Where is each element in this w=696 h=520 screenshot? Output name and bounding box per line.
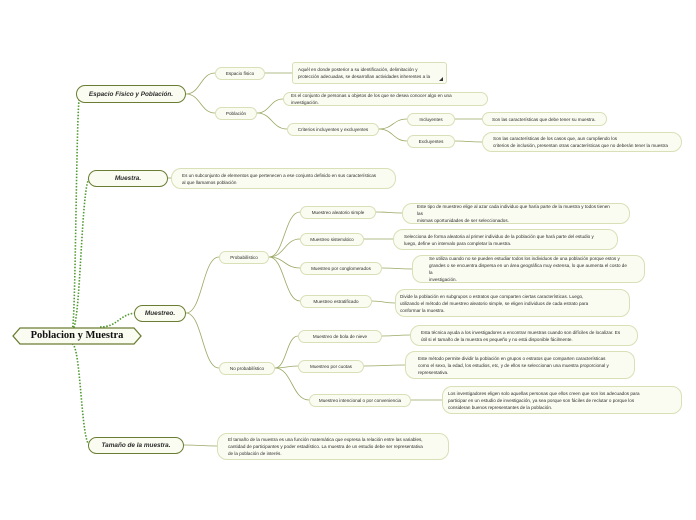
desc-line: representativa.	[418, 369, 449, 375]
node-probabilistico[interactable]	[219, 251, 269, 264]
link-tamano-desc	[184, 445, 217, 446]
node-cuotas[interactable]	[298, 360, 364, 373]
desc-line: grandes o se encuentra dispersa en un área geográfica muy extensa, lo que aumenta el costo de la	[429, 263, 627, 275]
desc-line: protección adecuadas, se desarrollan actividades inherentes a la	[298, 74, 431, 79]
desc-sistematico[interactable]	[393, 229, 618, 250]
desc-excluyentes[interactable]	[482, 132, 682, 152]
desc-incluyentes[interactable]	[482, 112, 607, 126]
category-muestreo[interactable]	[134, 305, 186, 322]
label-excluyentes: Excluyentes	[418, 139, 444, 144]
link-poblacion-def	[257, 99, 283, 113]
label-aleatorio: Muestreo aleatorio simple	[311, 210, 365, 215]
link-root-tamano	[72, 344, 90, 445]
link-muestreo-prob	[186, 257, 219, 313]
desc-line: de la población de interés.	[228, 451, 282, 456]
label-no-probabilistico: No probabilístico	[229, 366, 265, 371]
link-aleatorio-desc	[376, 212, 402, 213]
node-conglomerados[interactable]	[300, 262, 382, 275]
desc-line: cantidad de participantes y poder estadístico. La muestra de un estudio debe ser representativa	[228, 444, 423, 449]
link-criterios-incluyentes	[379, 119, 407, 129]
node-criterios[interactable]	[287, 123, 379, 136]
link-poblacion-criterios	[257, 113, 287, 129]
desc-line: El tamaño de la muestra es una función matemática que expresa la relación entre las variables,	[228, 437, 423, 442]
desc-line: Aquél en donde posterior a su identificación, delimitación y	[298, 67, 418, 72]
node-excluyentes[interactable]	[407, 135, 455, 148]
desc-line: útil si el tamaño de la muestra es pequeño y no está disponible fácilmente.	[421, 336, 573, 342]
category-muestra[interactable]	[88, 170, 168, 187]
label-conglomerados: Muestreo por conglomerados	[311, 266, 371, 271]
desc-line: Es el conjunto de personas u objetos de los que se desea conocer algo en una investigación.	[291, 93, 452, 105]
desc-line: Este método permite dividir la población en grupos o estratos que comparten características	[418, 355, 606, 361]
desc-line: participar en un estudio de investigación, ya sea porque son fáciles de reclutar o porque los	[448, 397, 635, 403]
root-node[interactable]	[12, 327, 142, 345]
link-prob-sistematico	[269, 239, 300, 257]
desc-line: utilizando el método del muestreo aleatorio simple, se eligen individuos de cada estrato para	[400, 300, 589, 306]
desc-bola-nieve[interactable]	[410, 325, 638, 346]
link-cuotas-desc	[364, 365, 405, 366]
label-probabilistico: Probabilístico	[230, 255, 258, 260]
label-estratificado: Muestreo estratificado	[313, 299, 359, 304]
category-espacio-poblacion[interactable]	[76, 85, 186, 103]
desc-line: Se utiliza cuando no se pueden estudiar todos los individuos de una población porque estos y	[429, 256, 620, 261]
category-tamano[interactable]	[88, 437, 184, 454]
link-criterios-excluyentes	[379, 129, 407, 141]
desc-cuotas[interactable]	[405, 351, 635, 379]
node-sistematico[interactable]	[300, 233, 364, 246]
desc-line: al que llamamos población	[182, 179, 237, 185]
corner-triangle-icon	[439, 77, 443, 81]
node-bola-nieve[interactable]	[298, 330, 382, 343]
desc-line: criterios de inclusión, presentan otras características que no deberán tener la muestra	[493, 143, 668, 148]
link-excluyentes-desc	[455, 141, 482, 142]
node-estratificado[interactable]	[300, 295, 372, 308]
link-bola-desc	[382, 335, 410, 336]
desc-muestra[interactable]	[171, 168, 396, 189]
desc-conglomerados[interactable]	[412, 255, 645, 283]
node-aleatorio-simple[interactable]	[300, 206, 376, 219]
link-conglomerados-desc	[382, 268, 412, 269]
desc-line: Divide la población en subgrupos o estratos que comparten ciertas características. Luego,	[400, 293, 584, 299]
label-bola-nieve: Muestreo de bola de nieve	[312, 334, 368, 339]
link-root-muestreo	[100, 313, 138, 327]
link-root-espacio	[72, 94, 80, 330]
link-prob-estratificado	[269, 257, 300, 301]
desc-line: Es un subconjunto de elementos que pertenecen a ese conjunto definido en sus características	[182, 172, 377, 178]
desc-espacio-fisico[interactable]	[292, 62, 447, 84]
desc-line: Son las características de los casos que, aun cumpliendo los	[493, 136, 618, 141]
link-muestreo-noprob	[186, 313, 219, 368]
label-poblacion: Población	[225, 111, 247, 116]
link-espacio-fisico	[186, 73, 215, 94]
desc-line: Son las características que debe tener su muestra.	[492, 116, 596, 122]
category-tamano-title: Tamaño de la muestra.	[101, 442, 171, 449]
desc-poblacion[interactable]	[283, 92, 488, 106]
label-conveniencia: Muestreo intencional o por conveniencia	[318, 398, 402, 403]
desc-line: investigación.	[429, 277, 457, 282]
node-no-probabilistico[interactable]	[219, 362, 275, 375]
root-title: Poblacion y Muestra	[30, 330, 124, 341]
link-noprob-bola	[275, 336, 298, 368]
link-espacio-poblacion	[186, 94, 215, 113]
node-conveniencia[interactable]	[309, 394, 411, 407]
label-espacio-fisico: Espacio físico	[225, 71, 255, 76]
desc-line: Este tipo de muestreo elige al azar cada individuo que haría parte de la muestra y todos tienen las	[417, 204, 610, 216]
node-poblacion[interactable]	[215, 107, 257, 120]
link-prob-aleatorio	[269, 212, 300, 257]
category-espacio-title: Espacio Físico y Población.	[88, 90, 174, 98]
desc-line: Esta técnica ayuda a los investigadores a encontrar muestras cuando son difíciles de localizar. Es	[421, 329, 621, 335]
node-espacio-fisico[interactable]	[215, 67, 265, 80]
label-sistematico: Muestreo sistemático	[310, 237, 354, 242]
desc-aleatorio-simple[interactable]	[402, 203, 630, 224]
label-cuotas: Muestreo por cuotas	[310, 364, 352, 369]
desc-line: luego, define un intervalo para completar la muestra.	[404, 240, 512, 246]
node-incluyentes[interactable]	[407, 113, 455, 126]
desc-conveniencia[interactable]	[442, 386, 682, 414]
desc-line: conformar la muestra.	[400, 307, 445, 313]
desc-line: consideran buenos representantes de la población.	[448, 404, 553, 410]
label-incluyentes: Incluyentes	[419, 117, 443, 122]
desc-line: Selecciona de forma aleatoria al primer individuo de la población que hará parte del estudio y	[404, 233, 594, 239]
category-muestra-title: Muestra.	[114, 175, 142, 182]
desc-tamano[interactable]	[217, 433, 449, 460]
desc-line: Los investigadores eligen solo aquellas personas que ellos creen que son los adecuados para	[448, 390, 640, 396]
desc-line: mismas oportunidades de ser seleccionados.	[417, 218, 509, 223]
label-criterios: Criterios incluyentes y excluyentes	[297, 127, 369, 132]
category-muestreo-title: Muestreo.	[144, 310, 176, 317]
desc-estratificado[interactable]	[395, 289, 630, 317]
link-estratificado-desc	[372, 301, 395, 303]
desc-line: como el sexo, la edad, los estudios, etc, y de ellos se seleccionan una muestra proporcional y	[418, 362, 609, 368]
